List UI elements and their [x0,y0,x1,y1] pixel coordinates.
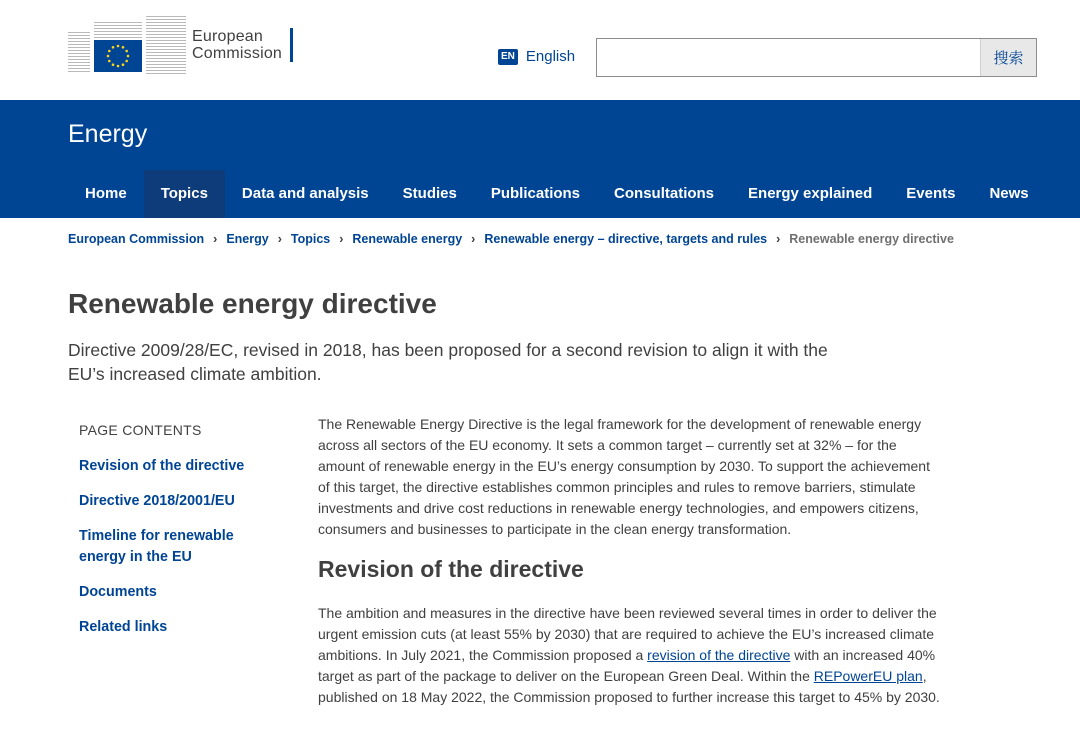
site-banner [0,100,1080,218]
nav-item-publications[interactable]: Publications [490,185,581,202]
search-input[interactable] [597,39,980,76]
language-code-icon: EN [498,49,518,65]
chevron-right-icon: › [471,232,476,246]
chevron-right-icon: › [277,232,282,246]
toc-link-related-links[interactable]: Related links [79,619,168,635]
toc-link-directive-2018[interactable]: Directive 2018/2001/EU [79,493,235,509]
page-contents-list [79,456,279,638]
breadcrumb-item-renewable-energy[interactable]: Renewable energy [352,232,463,246]
list-item [79,491,279,512]
european-commission-logo[interactable] [68,16,293,74]
site-name[interactable]: Energy [68,120,148,148]
site-header [0,0,1080,100]
logo-emblem [68,16,186,74]
nav-item-news[interactable]: News [989,185,1029,202]
logo-wordmark: European Commission [192,28,283,62]
nav-item-topics[interactable]: Topics [144,170,225,218]
main-navigation [68,170,1046,218]
language-selector[interactable] [498,48,575,65]
eu-flag-icon [94,40,142,72]
nav-item-home[interactable]: Home [85,185,127,202]
breadcrumb-item-topics[interactable]: Topics [290,232,331,246]
page-contents-heading: PAGE CONTENTS [79,422,202,438]
main-content [318,414,943,708]
breadcrumb-item-european-commission[interactable]: European Commission [68,232,205,246]
breadcrumb-item-directive-targets-rules[interactable]: Renewable energy – directive, targets and rules [484,232,768,246]
list-item [79,582,279,603]
nav-item-studies[interactable]: Studies [402,185,457,202]
toc-link-revision[interactable]: Revision of the directive [79,458,245,474]
breadcrumb-current: Renewable energy directive [789,232,954,246]
chevron-right-icon: › [213,232,218,246]
revision-of-directive-link[interactable]: revision of the directive [647,647,791,663]
search-bar [596,38,1037,77]
language-name: English [525,48,576,65]
search-button[interactable]: 搜索 [980,39,1036,76]
page-subtitle: Directive 2009/28/EC, revised in 2018, has been proposed for a second revision to align it with the EU’s increased climate ambition. [68,340,828,384]
page-contents-sidebar [79,422,279,652]
section-title-revision: Revision of the directive [318,556,584,582]
chevron-right-icon: › [339,232,344,246]
intro-paragraph: The Renewable Energy Directive is the legal framework for the development of renewable energy across all sectors of the EU economy. It sets a common target – currently set at 32% – for the amount of renewable energy in the EU’s energy consumption by 2030. To support the achievement of this target, the directive establishes common principles and rules to remove barriers, stimulate investments and drive cost reductions in renewable energy technologies, and empowers citizens, consumers and businesses to participate in the clean energy transformation. [318,416,930,537]
nav-item-events[interactable]: Events [906,185,956,202]
list-item [79,617,279,638]
toc-link-timeline[interactable]: Timeline for renewable energy in the EU [79,528,234,565]
list-item [79,526,279,568]
toc-link-documents[interactable]: Documents [79,584,157,600]
list-item [79,456,279,477]
nav-item-consultations[interactable]: Consultations [614,185,715,202]
breadcrumb-item-energy[interactable]: Energy [226,232,269,246]
repowereu-plan-link[interactable]: REPowerEU plan [813,668,923,684]
logo-divider [290,28,293,62]
nav-item-energy-explained[interactable]: Energy explained [748,185,873,202]
page-title: Renewable energy directive [68,288,437,319]
revision-paragraph: The ambition and measures in the directive have been reviewed several times in order to deliver the urgent emission cuts (at least 55% by 2030) that are required to achieve the EU’s increased climate ambitions. In July 2021, the Commission proposed a revision of the directive with an increased 40% target as part of the package to deliver on the European Green Deal. Within the REPowerEU plan, published on 18 May 2022, the Commission proposed to further increase this target to 45% by 2030. [318,605,940,705]
nav-item-data-and-analysis[interactable]: Data and analysis [241,185,369,202]
chevron-right-icon: › [776,232,781,246]
breadcrumb [68,232,954,246]
